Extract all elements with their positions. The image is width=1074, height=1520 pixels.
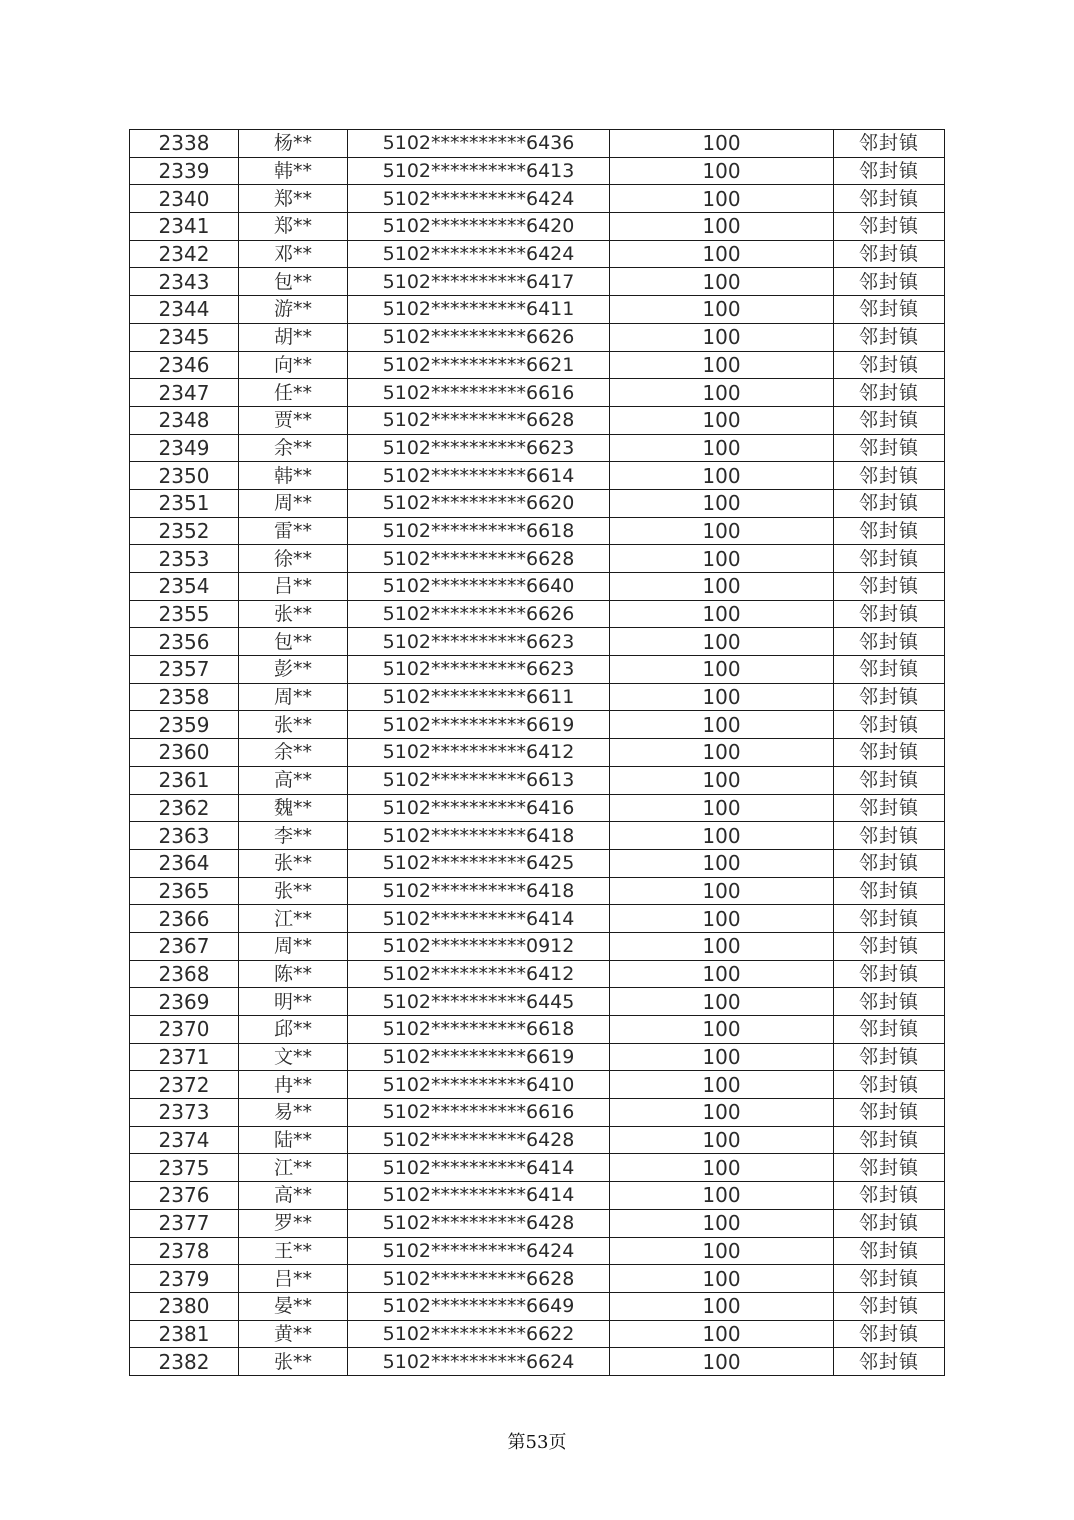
table-row xyxy=(130,323,945,351)
table-row xyxy=(130,406,945,434)
row-number-cell: 2348 xyxy=(130,406,239,434)
name-cell: 杨** xyxy=(239,130,348,158)
id-number-cell: 5102**********6618 xyxy=(348,517,610,545)
name-cell: 魏** xyxy=(239,794,348,822)
table-row xyxy=(130,1265,945,1293)
row-number-cell: 2371 xyxy=(130,1043,239,1071)
amount-cell: 100 xyxy=(610,268,834,296)
amount-cell: 100 xyxy=(610,656,834,684)
name-cell: 余** xyxy=(239,434,348,462)
town-cell: 邻封镇 xyxy=(834,1071,945,1099)
id-number-cell: 5102**********6428 xyxy=(348,1126,610,1154)
id-number-cell: 5102**********6628 xyxy=(348,1265,610,1293)
row-number-cell: 2368 xyxy=(130,960,239,988)
name-cell: 余** xyxy=(239,739,348,767)
table-row xyxy=(130,213,945,241)
id-number-cell: 5102**********6414 xyxy=(348,1182,610,1210)
table-row xyxy=(130,1043,945,1071)
name-cell: 陆** xyxy=(239,1126,348,1154)
id-number-cell: 5102**********6416 xyxy=(348,794,610,822)
name-cell: 包** xyxy=(239,268,348,296)
row-number-cell: 2382 xyxy=(130,1348,239,1376)
row-number-cell: 2338 xyxy=(130,130,239,158)
table-row xyxy=(130,1016,945,1044)
row-number-cell: 2340 xyxy=(130,185,239,213)
town-cell: 邻封镇 xyxy=(834,988,945,1016)
id-number-cell: 5102**********6611 xyxy=(348,683,610,711)
row-number-cell: 2343 xyxy=(130,268,239,296)
amount-cell: 100 xyxy=(610,517,834,545)
town-cell: 邻封镇 xyxy=(834,268,945,296)
amount-cell: 100 xyxy=(610,600,834,628)
name-cell: 贾** xyxy=(239,406,348,434)
id-number-cell: 5102**********6626 xyxy=(348,600,610,628)
id-number-cell: 5102**********6418 xyxy=(348,877,610,905)
name-cell: 张** xyxy=(239,849,348,877)
amount-cell: 100 xyxy=(610,379,834,407)
id-number-cell: 5102**********6622 xyxy=(348,1320,610,1348)
name-cell: 晏** xyxy=(239,1292,348,1320)
row-number-cell: 2356 xyxy=(130,628,239,656)
amount-cell: 100 xyxy=(610,1237,834,1265)
table-row xyxy=(130,268,945,296)
amount-cell: 100 xyxy=(610,1182,834,1210)
name-cell: 江** xyxy=(239,905,348,933)
row-number-cell: 2352 xyxy=(130,517,239,545)
table-row xyxy=(130,849,945,877)
town-cell: 邻封镇 xyxy=(834,434,945,462)
id-number-cell: 5102**********6618 xyxy=(348,1016,610,1044)
row-number-cell: 2346 xyxy=(130,351,239,379)
town-cell: 邻封镇 xyxy=(834,1237,945,1265)
id-number-cell: 5102**********6621 xyxy=(348,351,610,379)
row-number-cell: 2366 xyxy=(130,905,239,933)
id-number-cell: 5102**********6614 xyxy=(348,462,610,490)
name-cell: 李** xyxy=(239,822,348,850)
name-cell: 胡** xyxy=(239,323,348,351)
id-number-cell: 5102**********6418 xyxy=(348,822,610,850)
town-cell: 邻封镇 xyxy=(834,766,945,794)
name-cell: 高** xyxy=(239,1182,348,1210)
row-number-cell: 2374 xyxy=(130,1126,239,1154)
name-cell: 包** xyxy=(239,628,348,656)
name-cell: 韩** xyxy=(239,462,348,490)
name-cell: 易** xyxy=(239,1099,348,1127)
table-row xyxy=(130,296,945,324)
table-row xyxy=(130,600,945,628)
amount-cell: 100 xyxy=(610,130,834,158)
name-cell: 郑** xyxy=(239,185,348,213)
table-row xyxy=(130,1209,945,1237)
table-row xyxy=(130,1182,945,1210)
table-row xyxy=(130,1071,945,1099)
id-number-cell: 5102**********6436 xyxy=(348,130,610,158)
town-cell: 邻封镇 xyxy=(834,1016,945,1044)
row-number-cell: 2360 xyxy=(130,739,239,767)
id-number-cell: 5102**********6412 xyxy=(348,960,610,988)
row-number-cell: 2365 xyxy=(130,877,239,905)
table-row xyxy=(130,157,945,185)
amount-cell: 100 xyxy=(610,240,834,268)
town-cell: 邻封镇 xyxy=(834,1099,945,1127)
town-cell: 邻封镇 xyxy=(834,489,945,517)
id-number-cell: 5102**********6410 xyxy=(348,1071,610,1099)
table-row xyxy=(130,489,945,517)
amount-cell: 100 xyxy=(610,932,834,960)
amount-cell: 100 xyxy=(610,1348,834,1376)
amount-cell: 100 xyxy=(610,545,834,573)
name-cell: 游** xyxy=(239,296,348,324)
amount-cell: 100 xyxy=(610,960,834,988)
town-cell: 邻封镇 xyxy=(834,794,945,822)
amount-cell: 100 xyxy=(610,296,834,324)
name-cell: 冉** xyxy=(239,1071,348,1099)
amount-cell: 100 xyxy=(610,794,834,822)
town-cell: 邻封镇 xyxy=(834,213,945,241)
id-number-cell: 5102**********6424 xyxy=(348,185,610,213)
amount-cell: 100 xyxy=(610,434,834,462)
roster-table xyxy=(129,129,945,1376)
amount-cell: 100 xyxy=(610,1016,834,1044)
row-number-cell: 2376 xyxy=(130,1182,239,1210)
amount-cell: 100 xyxy=(610,988,834,1016)
town-cell: 邻封镇 xyxy=(834,545,945,573)
table-row xyxy=(130,877,945,905)
amount-cell: 100 xyxy=(610,351,834,379)
row-number-cell: 2353 xyxy=(130,545,239,573)
id-number-cell: 5102**********6412 xyxy=(348,739,610,767)
name-cell: 张** xyxy=(239,877,348,905)
town-cell: 邻封镇 xyxy=(834,157,945,185)
row-number-cell: 2350 xyxy=(130,462,239,490)
table-row xyxy=(130,240,945,268)
table-row xyxy=(130,462,945,490)
amount-cell: 100 xyxy=(610,1154,834,1182)
town-cell: 邻封镇 xyxy=(834,323,945,351)
amount-cell: 100 xyxy=(610,683,834,711)
amount-cell: 100 xyxy=(610,766,834,794)
amount-cell: 100 xyxy=(610,1099,834,1127)
id-number-cell: 5102**********6411 xyxy=(348,296,610,324)
name-cell: 雷** xyxy=(239,517,348,545)
row-number-cell: 2367 xyxy=(130,932,239,960)
table-row xyxy=(130,1320,945,1348)
amount-cell: 100 xyxy=(610,1209,834,1237)
table-row xyxy=(130,185,945,213)
name-cell: 周** xyxy=(239,683,348,711)
amount-cell: 100 xyxy=(610,213,834,241)
id-number-cell: 5102**********6424 xyxy=(348,1237,610,1265)
amount-cell: 100 xyxy=(610,628,834,656)
id-number-cell: 5102**********6624 xyxy=(348,1348,610,1376)
id-number-cell: 5102**********6417 xyxy=(348,268,610,296)
town-cell: 邻封镇 xyxy=(834,406,945,434)
row-number-cell: 2362 xyxy=(130,794,239,822)
table-row xyxy=(130,1154,945,1182)
town-cell: 邻封镇 xyxy=(834,240,945,268)
town-cell: 邻封镇 xyxy=(834,296,945,324)
row-number-cell: 2339 xyxy=(130,157,239,185)
town-cell: 邻封镇 xyxy=(834,185,945,213)
row-number-cell: 2342 xyxy=(130,240,239,268)
id-number-cell: 5102**********6628 xyxy=(348,545,610,573)
table-row xyxy=(130,1126,945,1154)
row-number-cell: 2357 xyxy=(130,656,239,684)
row-number-cell: 2347 xyxy=(130,379,239,407)
table-row xyxy=(130,932,945,960)
name-cell: 高** xyxy=(239,766,348,794)
name-cell: 陈** xyxy=(239,960,348,988)
town-cell: 邻封镇 xyxy=(834,600,945,628)
row-number-cell: 2375 xyxy=(130,1154,239,1182)
row-number-cell: 2373 xyxy=(130,1099,239,1127)
name-cell: 吕** xyxy=(239,573,348,601)
amount-cell: 100 xyxy=(610,462,834,490)
table-row xyxy=(130,545,945,573)
town-cell: 邻封镇 xyxy=(834,656,945,684)
table-row xyxy=(130,1099,945,1127)
row-number-cell: 2349 xyxy=(130,434,239,462)
id-number-cell: 5102**********6414 xyxy=(348,1154,610,1182)
id-number-cell: 5102**********6613 xyxy=(348,766,610,794)
amount-cell: 100 xyxy=(610,905,834,933)
amount-cell: 100 xyxy=(610,822,834,850)
town-cell: 邻封镇 xyxy=(834,1265,945,1293)
table-row xyxy=(130,683,945,711)
name-cell: 周** xyxy=(239,932,348,960)
town-cell: 邻封镇 xyxy=(834,379,945,407)
id-number-cell: 5102**********6425 xyxy=(348,849,610,877)
id-number-cell: 5102**********6623 xyxy=(348,628,610,656)
table-row xyxy=(130,988,945,1016)
table-row xyxy=(130,960,945,988)
id-number-cell: 5102**********6620 xyxy=(348,489,610,517)
amount-cell: 100 xyxy=(610,489,834,517)
town-cell: 邻封镇 xyxy=(834,1320,945,1348)
row-number-cell: 2379 xyxy=(130,1265,239,1293)
table-row xyxy=(130,130,945,158)
name-cell: 彭** xyxy=(239,656,348,684)
amount-cell: 100 xyxy=(610,323,834,351)
name-cell: 郑** xyxy=(239,213,348,241)
town-cell: 邻封镇 xyxy=(834,1209,945,1237)
town-cell: 邻封镇 xyxy=(834,462,945,490)
town-cell: 邻封镇 xyxy=(834,932,945,960)
id-number-cell: 5102**********6649 xyxy=(348,1292,610,1320)
name-cell: 徐** xyxy=(239,545,348,573)
id-number-cell: 5102**********6413 xyxy=(348,157,610,185)
name-cell: 吕** xyxy=(239,1265,348,1293)
table-row xyxy=(130,1348,945,1376)
row-number-cell: 2355 xyxy=(130,600,239,628)
town-cell: 邻封镇 xyxy=(834,351,945,379)
table-row xyxy=(130,766,945,794)
amount-cell: 100 xyxy=(610,1292,834,1320)
town-cell: 邻封镇 xyxy=(834,1348,945,1376)
town-cell: 邻封镇 xyxy=(834,711,945,739)
row-number-cell: 2378 xyxy=(130,1237,239,1265)
id-number-cell: 5102**********0912 xyxy=(348,932,610,960)
table-row xyxy=(130,517,945,545)
row-number-cell: 2370 xyxy=(130,1016,239,1044)
town-cell: 邻封镇 xyxy=(834,905,945,933)
roster-table-body xyxy=(130,130,945,1376)
id-number-cell: 5102**********6623 xyxy=(348,434,610,462)
row-number-cell: 2359 xyxy=(130,711,239,739)
town-cell: 邻封镇 xyxy=(834,683,945,711)
row-number-cell: 2363 xyxy=(130,822,239,850)
row-number-cell: 2354 xyxy=(130,573,239,601)
amount-cell: 100 xyxy=(610,877,834,905)
name-cell: 向** xyxy=(239,351,348,379)
row-number-cell: 2377 xyxy=(130,1209,239,1237)
town-cell: 邻封镇 xyxy=(834,849,945,877)
amount-cell: 100 xyxy=(610,1043,834,1071)
id-number-cell: 5102**********6414 xyxy=(348,905,610,933)
id-number-cell: 5102**********6626 xyxy=(348,323,610,351)
amount-cell: 100 xyxy=(610,1126,834,1154)
amount-cell: 100 xyxy=(610,849,834,877)
amount-cell: 100 xyxy=(610,1265,834,1293)
id-number-cell: 5102**********6628 xyxy=(348,406,610,434)
town-cell: 邻封镇 xyxy=(834,822,945,850)
row-number-cell: 2341 xyxy=(130,213,239,241)
name-cell: 邱** xyxy=(239,1016,348,1044)
table-row xyxy=(130,711,945,739)
table-row xyxy=(130,739,945,767)
name-cell: 文** xyxy=(239,1043,348,1071)
name-cell: 明** xyxy=(239,988,348,1016)
town-cell: 邻封镇 xyxy=(834,573,945,601)
table-row xyxy=(130,822,945,850)
row-number-cell: 2361 xyxy=(130,766,239,794)
amount-cell: 100 xyxy=(610,573,834,601)
table-row xyxy=(130,794,945,822)
town-cell: 邻封镇 xyxy=(834,960,945,988)
id-number-cell: 5102**********6445 xyxy=(348,988,610,1016)
row-number-cell: 2369 xyxy=(130,988,239,1016)
name-cell: 张** xyxy=(239,600,348,628)
name-cell: 周** xyxy=(239,489,348,517)
town-cell: 邻封镇 xyxy=(834,130,945,158)
amount-cell: 100 xyxy=(610,185,834,213)
row-number-cell: 2381 xyxy=(130,1320,239,1348)
id-number-cell: 5102**********6428 xyxy=(348,1209,610,1237)
id-number-cell: 5102**********6623 xyxy=(348,656,610,684)
town-cell: 邻封镇 xyxy=(834,1182,945,1210)
town-cell: 邻封镇 xyxy=(834,877,945,905)
amount-cell: 100 xyxy=(610,711,834,739)
name-cell: 张** xyxy=(239,711,348,739)
row-number-cell: 2344 xyxy=(130,296,239,324)
name-cell: 张** xyxy=(239,1348,348,1376)
amount-cell: 100 xyxy=(610,157,834,185)
table-row xyxy=(130,628,945,656)
table-row xyxy=(130,573,945,601)
name-cell: 任** xyxy=(239,379,348,407)
name-cell: 王** xyxy=(239,1237,348,1265)
table-row xyxy=(130,656,945,684)
name-cell: 邓** xyxy=(239,240,348,268)
id-number-cell: 5102**********6420 xyxy=(348,213,610,241)
row-number-cell: 2345 xyxy=(130,323,239,351)
row-number-cell: 2380 xyxy=(130,1292,239,1320)
amount-cell: 100 xyxy=(610,1071,834,1099)
row-number-cell: 2358 xyxy=(130,683,239,711)
id-number-cell: 5102**********6616 xyxy=(348,379,610,407)
table-row xyxy=(130,1237,945,1265)
id-number-cell: 5102**********6424 xyxy=(348,240,610,268)
table-row xyxy=(130,1292,945,1320)
id-number-cell: 5102**********6619 xyxy=(348,1043,610,1071)
amount-cell: 100 xyxy=(610,739,834,767)
page-number: 第53页 xyxy=(507,1432,567,1453)
name-cell: 江** xyxy=(239,1154,348,1182)
name-cell: 罗** xyxy=(239,1209,348,1237)
table-row xyxy=(130,905,945,933)
name-cell: 韩** xyxy=(239,157,348,185)
id-number-cell: 5102**********6640 xyxy=(348,573,610,601)
amount-cell: 100 xyxy=(610,406,834,434)
town-cell: 邻封镇 xyxy=(834,1043,945,1071)
row-number-cell: 2351 xyxy=(130,489,239,517)
table-row xyxy=(130,434,945,462)
town-cell: 邻封镇 xyxy=(834,517,945,545)
id-number-cell: 5102**********6616 xyxy=(348,1099,610,1127)
name-cell: 黄** xyxy=(239,1320,348,1348)
town-cell: 邻封镇 xyxy=(834,739,945,767)
row-number-cell: 2372 xyxy=(130,1071,239,1099)
town-cell: 邻封镇 xyxy=(834,1154,945,1182)
amount-cell: 100 xyxy=(610,1320,834,1348)
row-number-cell: 2364 xyxy=(130,849,239,877)
table-row xyxy=(130,379,945,407)
town-cell: 邻封镇 xyxy=(834,628,945,656)
table-row xyxy=(130,351,945,379)
town-cell: 邻封镇 xyxy=(834,1292,945,1320)
id-number-cell: 5102**********6619 xyxy=(348,711,610,739)
town-cell: 邻封镇 xyxy=(834,1126,945,1154)
